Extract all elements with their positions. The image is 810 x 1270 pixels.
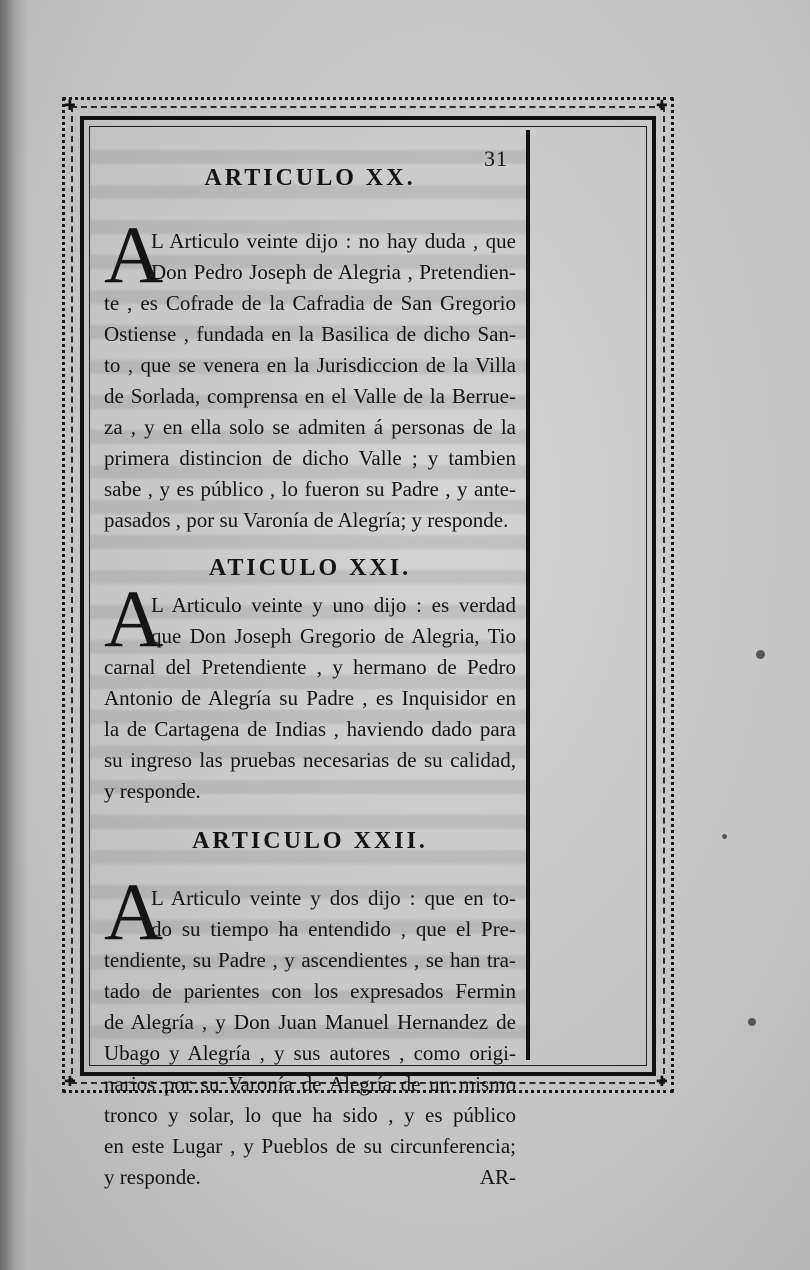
text-line: la de Cartagena de Indias , haviendo dado para bbox=[104, 717, 516, 741]
corner-cross-icon: ✚ bbox=[656, 1074, 668, 1090]
text-line: primera distincion de dicho Valle ; y tambien bbox=[104, 446, 516, 470]
text-line: pasados , por su Varonía de Alegría; y responde. bbox=[104, 508, 509, 532]
article-paragraph bbox=[104, 573, 516, 807]
page-number: 31 bbox=[484, 146, 508, 171]
article-paragraph bbox=[104, 866, 516, 1193]
text-line: te , es Cofrade de la Cafradia de San Gregorio bbox=[104, 291, 516, 315]
article-paragraph bbox=[104, 209, 516, 536]
text-line: Ostiense , fundada en la Basilica de dicho San- bbox=[104, 322, 516, 346]
paper-speck bbox=[722, 834, 727, 839]
paper-speck bbox=[756, 650, 765, 659]
text-line: carnal del Pretendiente , y hermano de Pedro bbox=[104, 655, 516, 679]
text-line: su ingreso las pruebas necesarias de su calidad, bbox=[104, 748, 516, 772]
text-line: tronco y solar, lo que ha sido , y es público bbox=[104, 1103, 516, 1127]
text-line: de Alegría , y Don Juan Manuel Hernandez de bbox=[104, 1010, 516, 1034]
drop-cap: A bbox=[104, 866, 164, 957]
text-line: en este Lugar , y Pueblos de su circunferencia; bbox=[104, 1134, 516, 1158]
corner-cross-icon: ✚ bbox=[64, 1074, 76, 1090]
article-heading: ATICULO XXI. bbox=[208, 555, 412, 581]
binding-gutter bbox=[0, 0, 28, 1270]
closing-text: y responde. bbox=[104, 1165, 201, 1189]
paper-speck bbox=[748, 1018, 756, 1026]
text-line: que Don Joseph Gregorio de Alegria, Tio bbox=[151, 624, 516, 648]
text-line: narios por su Varonía de Alegría de un mismo bbox=[104, 1072, 516, 1096]
drop-cap: A bbox=[104, 209, 164, 300]
text-line: sabe , y es público , lo fueron su Padre , y ante- bbox=[104, 477, 516, 501]
text-line: tado de parientes con los expresados Fermin bbox=[104, 979, 516, 1003]
text-line bbox=[104, 1162, 516, 1193]
text-line: tendiente, su Padre , y ascendientes , se han tra- bbox=[104, 948, 516, 972]
text-line: L Articulo veinte y uno dijo : es verdad bbox=[151, 593, 516, 617]
text-line: Ubago y Alegría , y sus autores , como origi- bbox=[104, 1041, 516, 1065]
text-line: y responde. bbox=[104, 779, 201, 803]
text-line: za , y en ella solo se admiten á personas de la bbox=[104, 415, 516, 439]
article-heading: ARTICULO XX. bbox=[204, 165, 416, 191]
text-line: L Articulo veinte y dos dijo : que en to- bbox=[151, 886, 516, 910]
drop-cap: A bbox=[104, 573, 164, 664]
text-line: Don Pedro Joseph de Alegria , Pretendien- bbox=[151, 260, 516, 284]
column-rule bbox=[526, 130, 530, 1060]
text-line: de Sorlada, comprensa en el Valle de la Berrue- bbox=[104, 384, 516, 408]
text-line: do su tiempo ha entendido , que el Pre- bbox=[151, 917, 516, 941]
text-line: L Articulo veinte dijo : no hay duda , que bbox=[151, 229, 516, 253]
catchword: AR- bbox=[479, 1165, 516, 1189]
corner-cross-icon: ✚ bbox=[64, 98, 76, 114]
text-column bbox=[104, 158, 516, 1193]
text-line: to , que se venera en la Jurisdiccion de la Villa bbox=[104, 353, 516, 377]
corner-cross-icon: ✚ bbox=[656, 98, 668, 114]
text-line: Antonio de Alegría su Padre , es Inquisidor en bbox=[104, 686, 516, 710]
article-heading: ARTICULO XXII. bbox=[192, 828, 428, 854]
